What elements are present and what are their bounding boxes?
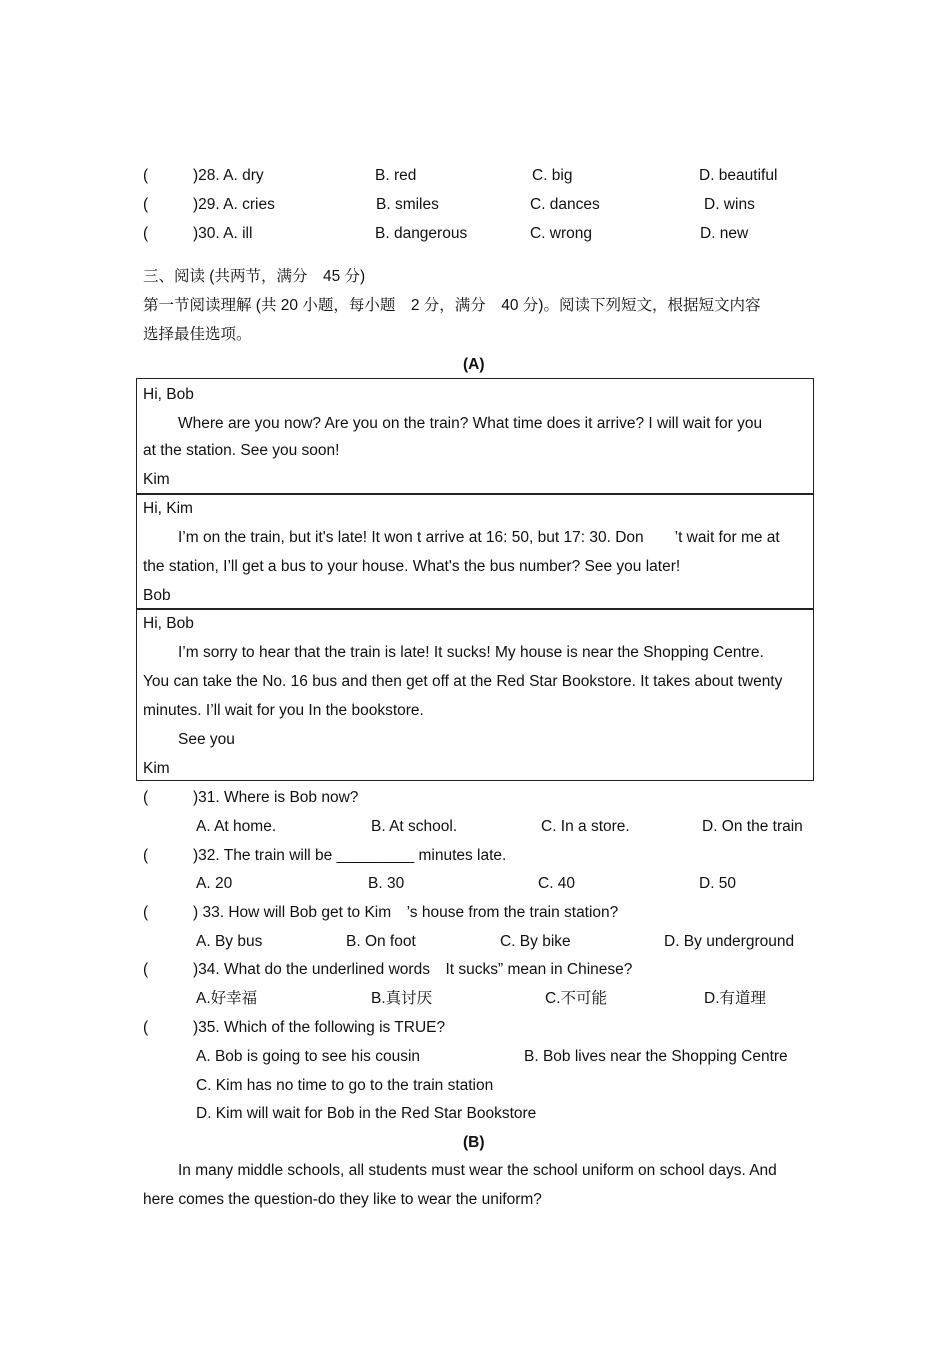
message-box-2 xyxy=(136,493,814,610)
option-d: D. Kim will wait for Bob in the Red Star Bookstore xyxy=(196,1105,537,1122)
option-b: B. On foot xyxy=(346,933,416,950)
option-d: D. new xyxy=(700,225,749,242)
question-stem: ) 33. How will Bob get to Kim ’s house from the train station? xyxy=(193,904,619,921)
passage-b-label: (B) xyxy=(463,1134,485,1151)
question-stem: )35. Which of the following is TRUE? xyxy=(193,1019,446,1036)
passage-b-line2: here comes the question-do they like to wear the uniform? xyxy=(143,1191,542,1208)
option-c: C. big xyxy=(532,167,573,184)
question-stem: )30. A. ill xyxy=(193,225,253,242)
option-b: B. smiles xyxy=(376,196,439,213)
option-c: C. By bike xyxy=(500,933,571,950)
paren: ( xyxy=(143,167,149,184)
section-instructions-line2: 选择最佳选项。 xyxy=(143,326,252,343)
option-d: D. beautiful xyxy=(699,167,778,184)
message-3-line1: I’m sorry to hear that the train is late! It sucks! My house is near the Shopping Centre. xyxy=(178,644,764,661)
message-1-greeting: Hi, Bob xyxy=(143,386,194,403)
option-c: C. In a store. xyxy=(541,818,630,835)
message-3-line2: You can take the No. 16 bus and then get off at the Red Star Bookstore. It takes about twenty xyxy=(143,673,783,690)
question-stem: )31. Where is Bob now? xyxy=(193,789,359,806)
question-stem: )28. A. dry xyxy=(193,167,264,184)
option-c: C. wrong xyxy=(530,225,593,242)
question-stem: )34. What do the underlined words It sucks” mean in Chinese? xyxy=(193,961,633,978)
section-instructions-line1: 第一节阅读理解 (共 20 小题，每小题 2 分，满分 40 分)。阅读下列短文，根据短文内容 xyxy=(143,297,761,314)
option-b: B.真讨厌 xyxy=(371,990,433,1007)
message-2-signature: Bob xyxy=(143,587,171,604)
message-1-signature: Kim xyxy=(143,471,170,488)
option-b: B. 30 xyxy=(368,875,405,892)
option-d: D. On the train xyxy=(702,818,803,835)
option-b: B. At school. xyxy=(371,818,458,835)
paren: ( xyxy=(143,961,149,978)
option-d: D. wins xyxy=(704,196,755,213)
paren: ( xyxy=(143,196,149,213)
option-a: A. Bob is going to see his cousin xyxy=(196,1048,421,1065)
message-3-line3: minutes. I’ll wait for you In the bookstore. xyxy=(143,702,424,719)
paren: ( xyxy=(143,225,149,242)
question-stem: )32. The train will be _________ minutes late. xyxy=(193,847,507,864)
question-stem: )29. A. cries xyxy=(193,196,275,213)
message-2-line1: I’m on the train, but it's late! It won t arrive at 16: 50, but 17: 30. Don ’t wait for me at xyxy=(178,529,780,546)
option-d: D. 50 xyxy=(699,875,737,892)
message-1-line2: at the station. See you soon! xyxy=(143,442,340,459)
option-d: D.有道理 xyxy=(704,990,767,1007)
option-c: C.不可能 xyxy=(545,990,608,1007)
paren: ( xyxy=(143,789,149,806)
message-box-3 xyxy=(136,608,814,781)
message-1-line1: Where are you now? Are you on the train? What time does it arrive? I will wait for you xyxy=(178,415,763,432)
option-a: A. At home. xyxy=(196,818,277,835)
option-b: B. dangerous xyxy=(375,225,468,242)
option-c: C. 40 xyxy=(538,875,576,892)
option-c: C. dances xyxy=(530,196,600,213)
section-heading: 三、阅读 (共两节，满分 45 分) xyxy=(143,268,366,285)
paren: ( xyxy=(143,847,149,864)
paren: ( xyxy=(143,1019,149,1036)
option-b: B. Bob lives near the Shopping Centre xyxy=(524,1048,788,1065)
message-2-greeting: Hi, Kim xyxy=(143,500,193,517)
passage-a-label: (A) xyxy=(463,356,485,373)
paren: ( xyxy=(143,904,149,921)
option-a: A. 20 xyxy=(196,875,233,892)
message-3-line4: See you xyxy=(178,731,235,748)
option-b: B. red xyxy=(375,167,417,184)
message-2-line2: the station, I’ll get a bus to your house. What's the bus number? See you later! xyxy=(143,558,681,575)
message-box-1 xyxy=(136,378,814,495)
message-3-greeting: Hi, Bob xyxy=(143,615,194,632)
passage-b-line1: In many middle schools, all students must wear the school uniform on school days. And xyxy=(178,1162,777,1179)
option-d: D. By underground xyxy=(664,933,795,950)
message-3-signature: Kim xyxy=(143,760,170,777)
option-a: A. By bus xyxy=(196,933,263,950)
option-a: A.好幸福 xyxy=(196,990,258,1007)
option-c: C. Kim has no time to go to the train station xyxy=(196,1077,494,1094)
